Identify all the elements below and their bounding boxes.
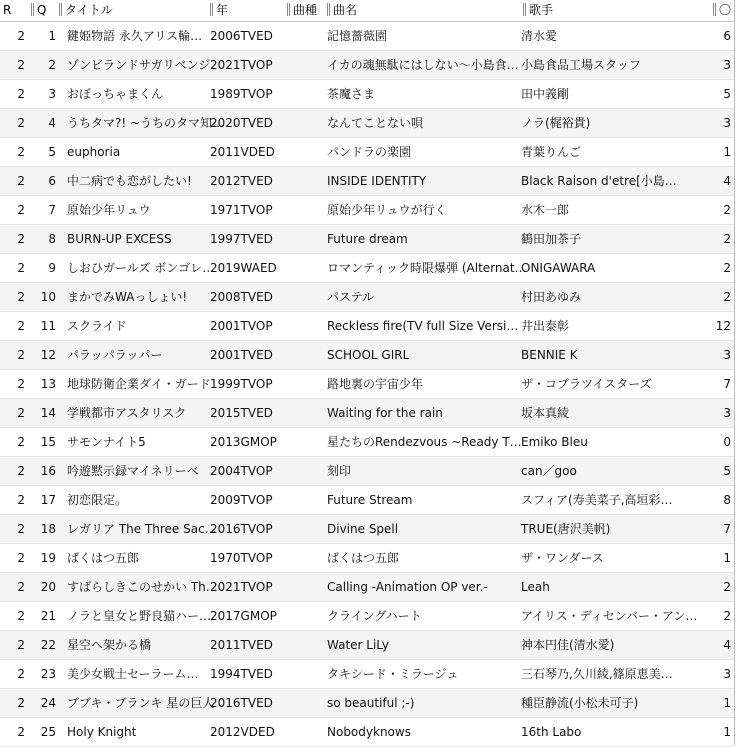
cell-kind — [284, 225, 324, 253]
cell-title: サモンナイト5 — [67, 435, 146, 449]
table-row[interactable] — [0, 254, 734, 283]
cell-count: 2 — [723, 580, 731, 594]
cell-q: 11 — [40, 319, 56, 333]
cell-q: 19 — [40, 551, 56, 565]
table-row[interactable] — [0, 602, 734, 631]
cell-r: 2 — [17, 464, 25, 478]
cell-kind — [284, 689, 324, 717]
cell-song: 茶魔さま — [327, 87, 376, 101]
cell-q: 3 — [48, 87, 56, 101]
column-header-song[interactable]: 曲名 — [324, 0, 520, 21]
cell-year: 1970TVOP — [210, 551, 273, 565]
cell-title: euphoria — [67, 145, 121, 159]
cell-q: 7 — [48, 203, 56, 217]
table-row[interactable] — [0, 573, 734, 602]
cell-count: 6 — [723, 29, 731, 43]
cell-song: 原始少年リュウが行く — [327, 203, 447, 217]
cell-kind — [284, 573, 324, 601]
table-row[interactable] — [0, 660, 734, 689]
table-row[interactable] — [0, 312, 734, 341]
column-header-artist[interactable]: 歌手 — [520, 0, 686, 21]
cell-song: Future Stream — [327, 493, 413, 507]
cell-r: 2 — [17, 29, 25, 43]
cell-song: パンドラの楽園 — [327, 145, 412, 159]
cell-kind — [284, 312, 324, 340]
cell-q: 20 — [40, 580, 56, 594]
column-header-year[interactable]: 年 — [207, 0, 284, 21]
cell-count: 3 — [723, 58, 731, 72]
table-row[interactable] — [0, 689, 734, 718]
cell-kind — [284, 167, 324, 195]
cell-kind — [284, 428, 324, 456]
cell-artist: can／goo — [521, 464, 577, 478]
table-row[interactable] — [0, 51, 734, 80]
cell-r: 2 — [17, 522, 25, 536]
cell-year: 2006TVED — [210, 29, 273, 43]
cell-title: まかでみWAっしょい! — [67, 290, 188, 304]
cell-artist: 青葉りんご — [521, 145, 582, 159]
cell-year: 2015TVED — [210, 406, 273, 420]
cell-song: INSIDE IDENTITY — [327, 174, 427, 188]
cell-count: 3 — [723, 116, 731, 130]
cell-song: so beautiful ;-) — [327, 696, 415, 710]
cell-q: 22 — [40, 638, 56, 652]
cell-count: 1 — [723, 145, 731, 159]
cell-count: 3 — [723, 406, 731, 420]
cell-count: 2 — [723, 261, 731, 275]
cell-artist: Black Raison d'etre[小島… — [521, 174, 677, 188]
column-header-count[interactable]: 〇 — [686, 0, 734, 21]
cell-song: ばくはつ五郎 — [327, 551, 400, 565]
table-row[interactable] — [0, 196, 734, 225]
cell-artist: 三石琴乃,久川綾,篠原恵美… — [521, 667, 673, 681]
cell-q: 2 — [48, 58, 56, 72]
cell-count: 2 — [723, 203, 731, 217]
cell-count: 4 — [723, 174, 731, 188]
cell-artist: 種臣静流(小松未可子) — [521, 696, 639, 710]
cell-count: 5 — [723, 464, 731, 478]
cell-r: 2 — [17, 145, 25, 159]
cell-r: 2 — [17, 58, 25, 72]
table-header — [0, 0, 734, 22]
cell-song: パステル — [327, 290, 375, 304]
cell-artist: 清水愛 — [521, 29, 558, 43]
cell-count: 1 — [723, 551, 731, 565]
cell-title: 学戦都市アスタリスク — [67, 406, 187, 420]
cell-song: Divine Spell — [327, 522, 399, 536]
cell-q: 5 — [48, 145, 56, 159]
cell-r: 2 — [17, 667, 25, 681]
cell-r: 2 — [17, 696, 25, 710]
cell-r: 2 — [17, 232, 25, 246]
cell-q: 6 — [48, 174, 56, 188]
cell-song: Future dream — [327, 232, 408, 246]
cell-song: クライングハート — [327, 609, 422, 623]
cell-artist: Emiko Bleu — [521, 435, 588, 449]
cell-count: 12 — [715, 319, 731, 333]
cell-count: 4 — [723, 638, 731, 652]
cell-r: 2 — [17, 203, 25, 217]
cell-r: 2 — [17, 87, 25, 101]
cell-count: 2 — [723, 609, 731, 623]
cell-title: BURN-UP EXCESS — [67, 232, 172, 246]
cell-song: イカの魂無駄にはしない～小島食… — [327, 58, 519, 72]
cell-r: 2 — [17, 319, 25, 333]
cell-count: 7 — [723, 522, 731, 536]
cell-kind — [284, 631, 324, 659]
table-row[interactable] — [0, 109, 734, 138]
cell-year: 2001TVOP — [210, 319, 273, 333]
table-row[interactable] — [0, 370, 734, 399]
cell-title: パラッパラッパー — [67, 348, 163, 362]
cell-kind — [284, 138, 324, 166]
table-row[interactable] — [0, 631, 734, 660]
cell-year: 2013GMOP — [210, 435, 277, 449]
cell-song: SCHOOL GIRL — [327, 348, 410, 362]
cell-q: 8 — [48, 232, 56, 246]
cell-r: 2 — [17, 493, 25, 507]
cell-r: 2 — [17, 348, 25, 362]
column-resize-handle[interactable] — [59, 3, 62, 16]
cell-title: しおひガールズ ボンゴレ… — [67, 261, 215, 275]
cell-kind — [284, 457, 324, 485]
cell-year: 1999TVOP — [210, 377, 273, 391]
cell-kind — [284, 196, 324, 224]
column-header-title[interactable]: タイトル — [56, 0, 207, 21]
cell-kind — [284, 51, 324, 79]
table-row[interactable] — [0, 283, 734, 312]
cell-title: 鍵姫物語 永久アリス輪… — [67, 29, 203, 43]
cell-artist: 小島食品工場スタッフ — [521, 58, 642, 72]
cell-q: 10 — [40, 290, 56, 304]
cell-r: 2 — [17, 290, 25, 304]
cell-kind — [284, 109, 324, 137]
column-resize-handle[interactable] — [523, 3, 526, 16]
cell-kind — [284, 370, 324, 398]
cell-kind — [284, 80, 324, 108]
table-row[interactable] — [0, 544, 734, 573]
cell-year: 1989TVOP — [210, 87, 273, 101]
cell-title: おぼっちゃまくん — [67, 87, 164, 101]
column-resize-handle[interactable] — [713, 3, 716, 16]
cell-artist: TRUE(唐沢美帆) — [521, 522, 611, 536]
cell-title: 中二病でも恋がしたい! — [67, 174, 192, 188]
cell-artist: ノラ(梶裕貴) — [521, 116, 591, 130]
cell-year: 2011VDED — [210, 145, 275, 159]
cell-artist: 鶴田加茶子 — [521, 232, 582, 246]
table-row[interactable] — [0, 718, 734, 747]
cell-song: Waiting for the rain — [327, 406, 443, 420]
column-resize-handle[interactable] — [31, 3, 34, 16]
cell-artist: スフィア(寿美菜子,高垣彩… — [521, 493, 673, 507]
cell-kind — [284, 718, 324, 746]
cell-artist: 井出泰彰 — [521, 319, 570, 333]
cell-q: 17 — [40, 493, 56, 507]
cell-song: 刻印 — [327, 464, 352, 478]
cell-title: ノラと皇女と野良猫ハー… — [67, 609, 212, 623]
cell-q: 18 — [40, 522, 56, 536]
cell-q: 15 — [40, 435, 56, 449]
cell-song: 星たちのRendezvous ~Ready T… — [327, 435, 522, 449]
table-row[interactable] — [0, 428, 734, 457]
table-row[interactable] — [0, 167, 734, 196]
cell-count: 1 — [723, 696, 731, 710]
cell-title: ゾンビランドサガリベンジ — [67, 58, 211, 72]
cell-year: 2021TVOP — [210, 580, 273, 594]
cell-artist: 坂本真綾 — [521, 406, 570, 420]
cell-artist: Leah — [521, 580, 550, 594]
cell-q: 23 — [40, 667, 56, 681]
cell-count: 2 — [723, 290, 731, 304]
cell-title: ブブキ・ブランキ 星の巨人 — [67, 696, 215, 710]
cell-artist: 16th Labo — [521, 725, 582, 739]
cell-kind — [284, 254, 324, 282]
column-resize-handle[interactable] — [210, 3, 213, 16]
cell-artist: ザ・コブラツイスターズ — [521, 377, 652, 391]
cell-year: 2017GMOP — [210, 609, 277, 623]
cell-q: 12 — [40, 348, 56, 362]
cell-q: 9 — [48, 261, 56, 275]
cell-q: 16 — [40, 464, 56, 478]
cell-year: 1994TVED — [210, 667, 273, 681]
cell-kind — [284, 486, 324, 514]
column-header-r[interactable]: R — [3, 3, 12, 17]
cell-title: レガリア The Three Sac… — [67, 522, 217, 536]
cell-q: 1 — [48, 29, 56, 43]
cell-artist: ザ・ワンダース — [521, 551, 604, 565]
cell-kind — [284, 602, 324, 630]
cell-year: 2021TVOP — [210, 58, 273, 72]
cell-title: 地球防衛企業ダイ・ガード — [67, 377, 211, 391]
column-resize-handle[interactable] — [327, 3, 330, 16]
table-row[interactable] — [0, 515, 734, 544]
table-row[interactable] — [0, 457, 734, 486]
cell-q: 14 — [40, 406, 56, 420]
cell-q: 21 — [40, 609, 56, 623]
cell-year: 2012VDED — [210, 725, 275, 739]
cell-title: すばらしきこのせかい Th… — [67, 580, 218, 594]
cell-title: 初恋限定。 — [67, 493, 128, 507]
table-row[interactable] — [0, 80, 734, 109]
cell-title: 美少女戦士セーラーム… — [67, 667, 199, 681]
cell-song: Reckless fire(TV full Size Versi… — [327, 319, 519, 333]
cell-title: ばくはつ五郎 — [67, 551, 140, 565]
cell-song: Water LiLy — [327, 638, 389, 652]
table-row[interactable] — [0, 138, 734, 167]
cell-song: 記憶薔薇園 — [327, 29, 388, 43]
cell-year: 2008TVED — [210, 290, 273, 304]
table-row[interactable] — [0, 225, 734, 254]
cell-count: 5 — [723, 87, 731, 101]
cell-r: 2 — [17, 116, 25, 130]
cell-kind — [284, 544, 324, 572]
cell-year: 2019WAED — [210, 261, 277, 275]
cell-title: 星空へ架かる橋 — [67, 638, 152, 652]
cell-kind — [284, 399, 324, 427]
cell-count: 3 — [723, 667, 731, 681]
cell-r: 2 — [17, 551, 25, 565]
cell-title: うちタマ?! ~うちのタマ知… — [67, 116, 225, 130]
cell-year: 2020TVED — [210, 116, 273, 130]
cell-r: 2 — [17, 174, 25, 188]
cell-kind — [284, 341, 324, 369]
cell-title: スクライド — [67, 319, 127, 333]
cell-artist: 水木一郎 — [521, 203, 570, 217]
cell-count: 8 — [723, 493, 731, 507]
cell-song: ロマンティック時限爆弾 (Alternat… — [327, 261, 527, 275]
cell-r: 2 — [17, 638, 25, 652]
cell-count: 2 — [723, 232, 731, 246]
cell-count: 1 — [723, 725, 731, 739]
cell-kind — [284, 22, 324, 50]
cell-r: 2 — [17, 377, 25, 391]
cell-song: Nobodyknows — [327, 725, 411, 739]
cell-r: 2 — [17, 406, 25, 420]
cell-r: 2 — [17, 609, 25, 623]
cell-artist: 田中義剛 — [521, 87, 570, 101]
cell-year: 2012TVED — [210, 174, 273, 188]
cell-kind — [284, 660, 324, 688]
table-body — [0, 22, 734, 747]
cell-artist: アイリス・ディセンバー・アン… — [521, 609, 698, 623]
cell-artist: 神本円佳(清水愛) — [521, 638, 615, 652]
cell-count: 0 — [723, 435, 731, 449]
cell-year: 1971TVOP — [210, 203, 273, 217]
cell-year: 2016TVOP — [210, 522, 273, 536]
column-header-kind[interactable]: 曲種 — [284, 0, 324, 21]
cell-year: 2004TVOP — [210, 464, 273, 478]
cell-q: 13 — [40, 377, 56, 391]
cell-r: 2 — [17, 435, 25, 449]
cell-artist: ONIGAWARA — [521, 261, 596, 275]
cell-song: なんてことない唄 — [327, 116, 424, 130]
cell-title: 吟遊黙示録マイネリーベ — [67, 464, 199, 478]
cell-count: 7 — [723, 377, 731, 391]
cell-song: Calling -Animation OP ver.- — [327, 580, 488, 594]
cell-count: 3 — [723, 348, 731, 362]
cell-year: 2016TVED — [210, 696, 273, 710]
cell-r: 2 — [17, 580, 25, 594]
table-row[interactable] — [0, 486, 734, 515]
table-row[interactable] — [0, 341, 734, 370]
cell-q: 4 — [48, 116, 56, 130]
cell-title: 原始少年リュウ — [67, 203, 151, 217]
cell-year: 1997TVED — [210, 232, 273, 246]
cell-song: タキシード・ミラージュ — [327, 667, 459, 681]
cell-kind — [284, 515, 324, 543]
cell-title: Holy Knight — [67, 725, 137, 739]
cell-artist: BENNIE K — [521, 348, 578, 362]
table-row[interactable] — [0, 399, 734, 428]
cell-year: 2009TVOP — [210, 493, 273, 507]
cell-r: 2 — [17, 725, 25, 739]
column-resize-handle[interactable] — [287, 3, 290, 16]
cell-kind — [284, 283, 324, 311]
cell-artist: 村田あゆみ — [521, 290, 582, 304]
cell-r: 2 — [17, 261, 25, 275]
cell-song: 路地裏の宇宙少年 — [327, 377, 424, 391]
cell-year: 2001TVED — [210, 348, 273, 362]
cell-q: 25 — [40, 725, 56, 739]
cell-q: 24 — [40, 696, 56, 710]
cell-year: 2011TVED — [210, 638, 273, 652]
column-header-q[interactable]: Q — [28, 0, 56, 21]
table-row[interactable] — [0, 22, 734, 51]
